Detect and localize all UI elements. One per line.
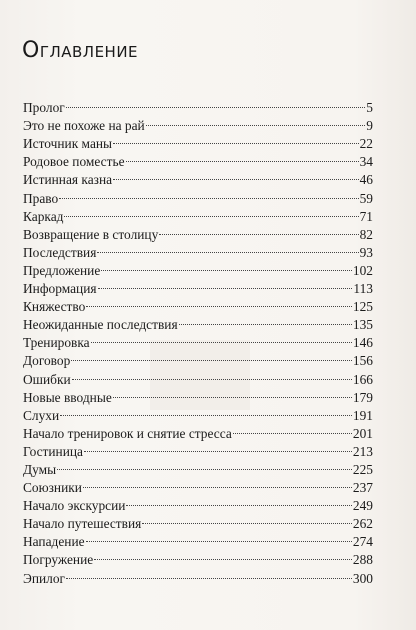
dot-leader [66, 564, 352, 582]
table-of-contents [23, 94, 373, 586]
toc-entry-title: Начало тренировок и снятие стресса [23, 425, 232, 441]
toc-entry[interactable] [23, 184, 373, 206]
toc-entry-title: Пролог [23, 100, 65, 116]
toc-entry-title: Новые вводные [23, 389, 112, 405]
dot-leader [83, 474, 352, 492]
dot-leader [57, 456, 352, 474]
dot-leader [97, 239, 358, 257]
toc-entry-page: 22 [359, 136, 373, 152]
toc-entry[interactable] [23, 420, 373, 441]
toc-entry-title: Думы [23, 461, 57, 477]
toc-entry-title: Тренировка [23, 335, 90, 351]
dot-leader [86, 528, 352, 546]
toc-entry-title: Каркад [23, 208, 64, 224]
toc-entry-title: Ошибки [23, 371, 71, 387]
dot-leader [113, 166, 359, 184]
toc-entry-page: 274 [352, 534, 373, 550]
dot-leader [91, 329, 352, 347]
toc-entry[interactable] [23, 365, 373, 387]
toc-entry-title: Начало путешествия [23, 516, 142, 532]
toc-entry-title: Эпилог [23, 570, 66, 586]
toc-entry-title: Право [23, 190, 59, 206]
dot-leader [179, 311, 352, 329]
toc-entry[interactable] [23, 402, 373, 423]
toc-entry-page: 249 [352, 498, 373, 514]
toc-entry-title: Источник маны [23, 136, 113, 152]
toc-entry[interactable] [23, 112, 373, 134]
dot-leader [60, 402, 352, 420]
toc-entry-title: Нападение [23, 534, 85, 550]
toc-entry-title: Родовое поместье [23, 154, 125, 170]
toc-entry-page: 125 [352, 299, 373, 315]
toc-entry-page: 201 [352, 425, 373, 441]
toc-entry[interactable] [23, 564, 373, 586]
toc-entry-title: Последствия [23, 244, 97, 260]
dot-leader [71, 347, 352, 365]
toc-entry-page: 113 [353, 281, 373, 297]
toc-entry-page: 102 [352, 262, 373, 278]
toc-entry[interactable] [23, 456, 373, 477]
dot-leader [233, 420, 352, 438]
toc-entry-page: 82 [359, 226, 373, 242]
toc-entry-page: 5 [366, 100, 373, 116]
dot-leader [94, 546, 352, 564]
toc-entry-page: 93 [359, 244, 373, 260]
dot-leader [101, 257, 352, 275]
toc-entry-page: 135 [352, 317, 373, 333]
dot-leader [59, 184, 358, 202]
dot-leader [113, 384, 352, 402]
toc-entry-title: Истинная казна [23, 172, 113, 188]
dot-leader [146, 112, 366, 130]
dot-leader [98, 275, 353, 293]
toc-entry-page: 59 [359, 190, 373, 206]
toc-entry-page: 262 [352, 516, 373, 532]
toc-entry-page: 34 [359, 154, 373, 170]
toc-entry-title: Княжество [23, 299, 86, 315]
toc-entry-title: Неожиданные последствия [23, 317, 178, 333]
toc-entry-page: 71 [359, 208, 373, 224]
page-title: Оглавление [22, 38, 139, 63]
dot-leader [64, 203, 358, 221]
toc-entry-page: 300 [352, 570, 373, 586]
dot-leader [72, 365, 352, 383]
dot-leader [142, 510, 352, 528]
toc-entry-title: Это не похоже на рай [23, 118, 145, 134]
toc-entry-title: Договор [23, 353, 71, 369]
toc-entry-page: 191 [352, 407, 373, 423]
toc-entry-page: 237 [352, 480, 373, 496]
dot-leader [126, 148, 359, 166]
toc-entry-page: 288 [352, 552, 373, 568]
toc-entry-page: 146 [352, 335, 373, 351]
toc-entry[interactable] [23, 474, 373, 496]
toc-entry-title: Погружение [23, 552, 94, 568]
toc-entry-page: 179 [352, 389, 373, 405]
dot-leader [86, 293, 352, 311]
toc-entry[interactable] [23, 221, 373, 242]
toc-entry-page: 166 [352, 371, 373, 387]
toc-entry[interactable] [23, 384, 373, 405]
toc-entry-title: Союзники [23, 480, 82, 496]
toc-entry-page: 9 [366, 118, 373, 134]
toc-entry[interactable] [23, 347, 373, 369]
toc-entry-page: 213 [352, 443, 373, 459]
dot-leader [84, 438, 352, 456]
toc-entry-title: Гостиница [23, 443, 83, 459]
dot-leader [159, 221, 358, 239]
toc-entry-page: 225 [352, 461, 373, 477]
toc-entry-title: Слухи [23, 407, 60, 423]
toc-entry-page: 46 [359, 172, 373, 188]
toc-entry-page: 156 [352, 353, 373, 369]
dot-leader [113, 130, 359, 148]
toc-entry-title: Предложение [23, 262, 101, 278]
toc-entry-title: Информация [23, 281, 97, 297]
toc-entry-title: Возвращение в столицу [23, 226, 159, 242]
dot-leader [66, 94, 366, 112]
toc-entry[interactable] [23, 94, 373, 116]
toc-entry[interactable] [23, 203, 373, 224]
dot-leader [126, 492, 351, 510]
toc-entry-title: Начало экскурсии [23, 498, 126, 514]
